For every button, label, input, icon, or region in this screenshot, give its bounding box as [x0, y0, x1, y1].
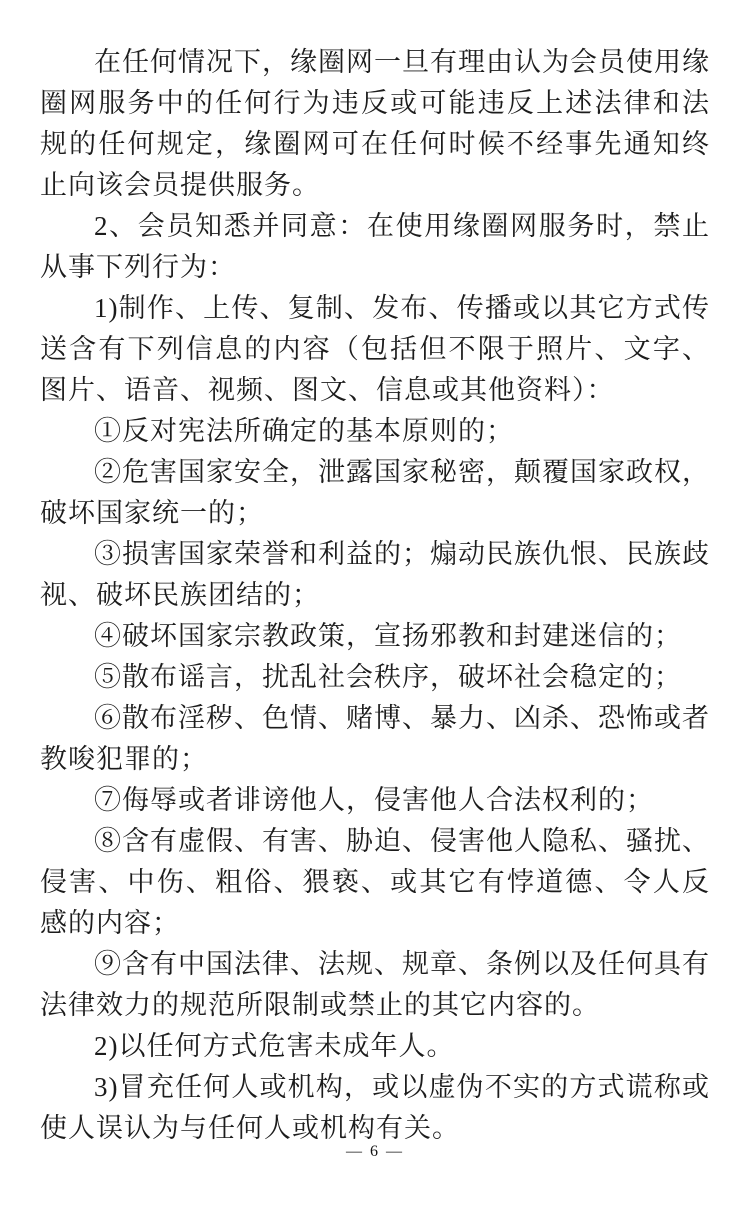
paragraph-item-2: 2)以任何方式危害未成年人。 [94, 1031, 455, 1061]
paragraph-item-1-intro: 1)制作、上传、复制、发布、传播或以其它方式传送含有下列信息的内容（包括但不限于照片、文字、图片、语音、视频、图文、信息或其他资料）： [40, 293, 710, 405]
paragraph-subitem-4: ④破坏国家宗教政策，宣扬邪教和封建迷信的； [94, 621, 682, 651]
paragraph-clause-2-intro: 2、会员知悉并同意：在使用缘圈网服务时，禁止从事下列行为： [40, 211, 710, 282]
paragraph-subitem-3: ③损害国家荣誉和利益的；煽动民族仇恨、民族歧视、破坏民族团结的； [40, 539, 710, 610]
paragraph-subitem-7: ⑦侮辱或者诽谤他人，侵害他人合法权利的； [94, 785, 654, 815]
paragraph-subitem-9: ⑨含有中国法律、法规、规章、条例以及任何具有法律效力的规范所限制或禁止的其它内容的。 [40, 949, 710, 1020]
paragraph-subitem-8: ⑧含有虚假、有害、胁迫、侵害他人隐私、骚扰、侵害、中伤、粗俗、猥亵、或其它有悖道德、令人反感的内容； [40, 826, 710, 938]
paragraph-subitem-2: ②危害国家安全，泄露国家秘密，颠覆国家政权，破坏国家统一的； [40, 457, 710, 528]
paragraph-subitem-5: ⑤散布谣言，扰乱社会秩序，破坏社会稳定的； [94, 662, 682, 692]
paragraph-item-3: 3)冒充任何人或机构，或以虚伪不实的方式谎称或使人误认为与任何人或机构有关。 [40, 1072, 710, 1143]
document-body [40, 42, 710, 1149]
page-number: — 6 — [346, 1143, 404, 1160]
paragraph-termination-clause: 在任何情况下，缘圈网一旦有理由认为会员使用缘圈网服务中的任何行为违反或可能违反上述法律和法规的任何规定，缘圈网可在任何时候不经事先通知终止向该会员提供服务。 [40, 47, 710, 200]
paragraph-subitem-6: ⑥散布淫秽、色情、赌博、暴力、凶杀、恐怖或者教唆犯罪的； [40, 703, 710, 774]
paragraph-subitem-1: ①反对宪法所确定的基本原则的； [94, 416, 514, 446]
